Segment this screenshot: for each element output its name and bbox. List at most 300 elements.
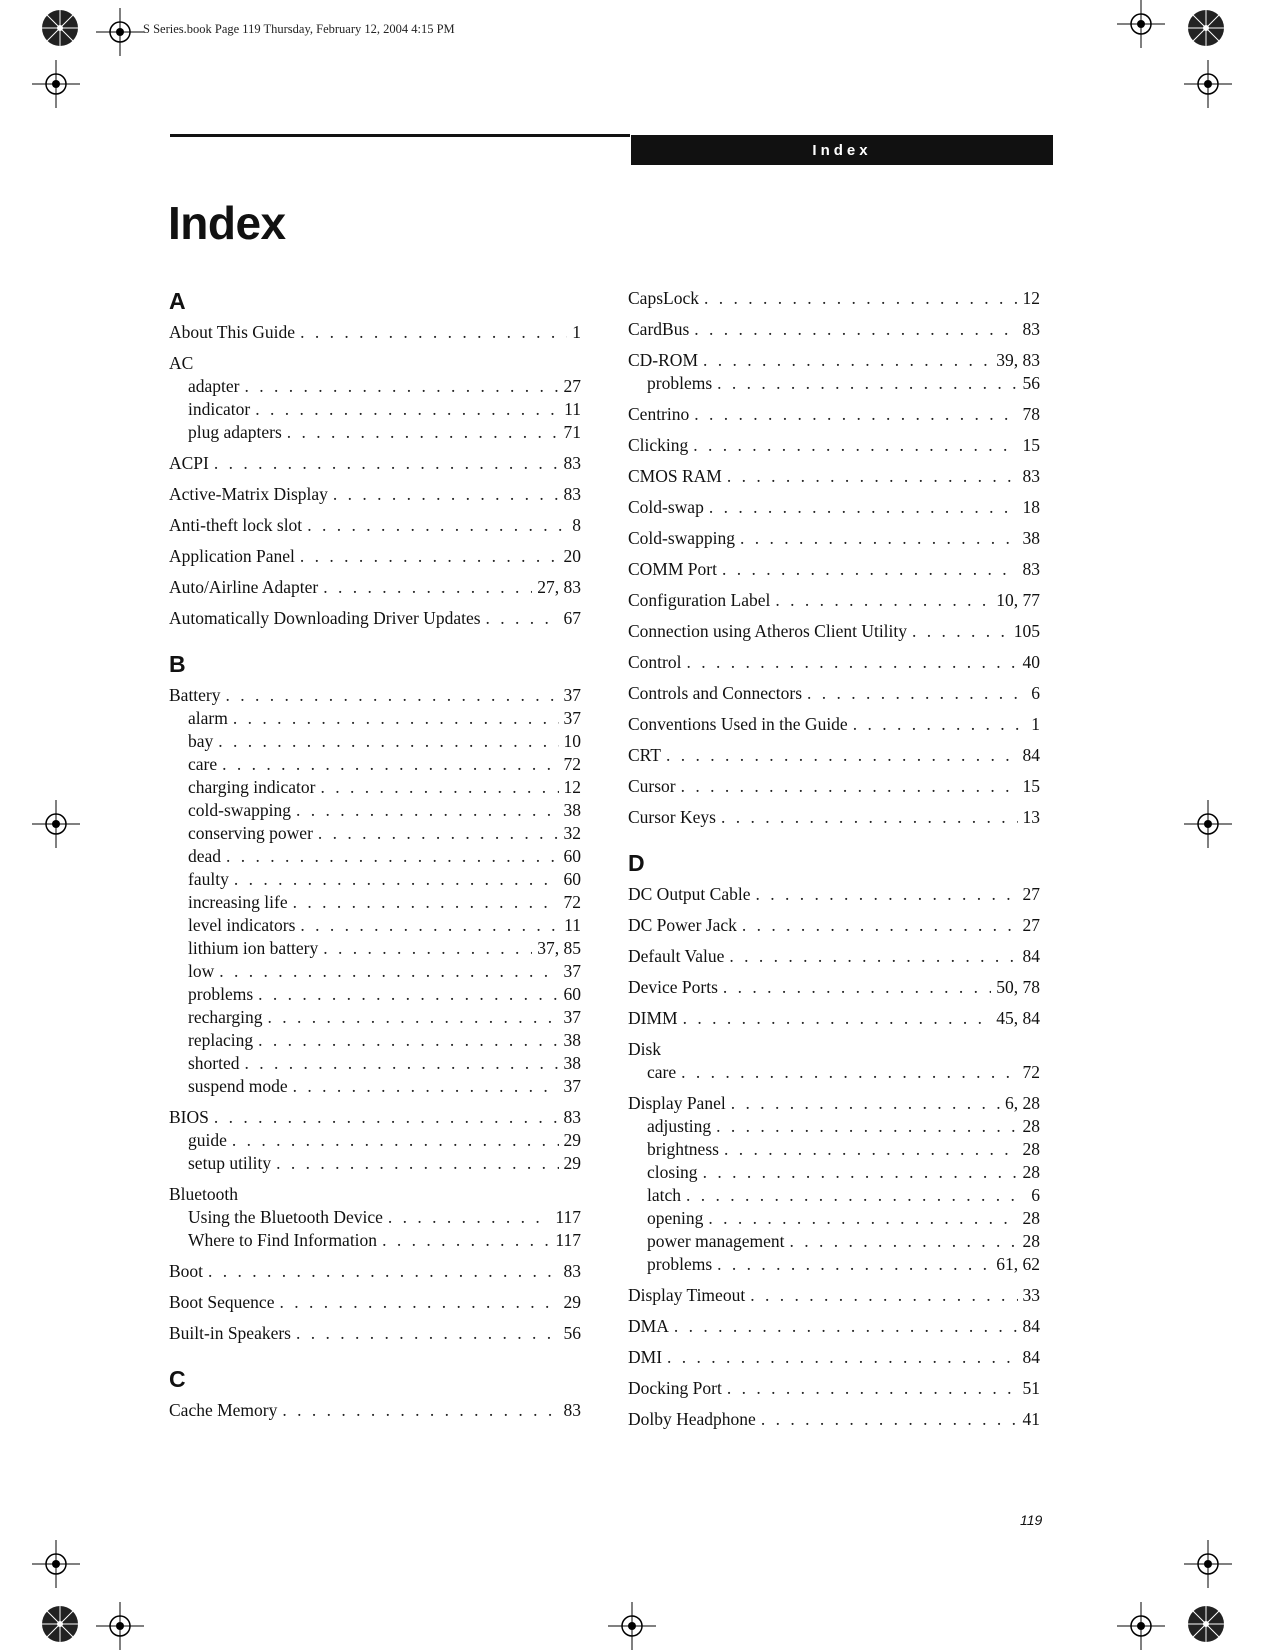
entry-term: Display Panel xyxy=(628,1093,726,1113)
index-subentry xyxy=(169,421,581,444)
leader-dots xyxy=(214,452,559,475)
entry-term: Conventions Used in the Guide xyxy=(628,714,848,734)
entry-pages: 60 xyxy=(563,846,581,866)
entry-pages: 45, 84 xyxy=(996,1008,1040,1028)
section-letter-b: B xyxy=(169,651,186,677)
entry-term: Connection using Atheros Client Utility xyxy=(628,621,908,641)
entry-pages: 20 xyxy=(563,546,581,566)
entry-term: low xyxy=(188,961,215,981)
leader-dots xyxy=(255,398,559,421)
starburst-mark-icon xyxy=(40,8,80,48)
entry-pages: 28 xyxy=(1022,1231,1040,1251)
entry-term: Boot Sequence xyxy=(169,1292,275,1312)
entry-pages: 83 xyxy=(563,1261,581,1281)
entry-pages: 117 xyxy=(555,1230,581,1250)
entry-pages: 83 xyxy=(563,1107,581,1127)
index-subentry xyxy=(169,1052,581,1075)
entry-pages: 13 xyxy=(1022,807,1040,827)
entry-term: Centrino xyxy=(628,404,690,424)
entry-pages: 83 xyxy=(563,453,581,473)
entry-term: setup utility xyxy=(188,1153,272,1173)
index-entry xyxy=(628,945,1040,968)
entry-term: faulty xyxy=(188,869,229,889)
index-entry xyxy=(169,576,581,599)
index-subentry xyxy=(169,1029,581,1052)
index-subentry xyxy=(169,1129,581,1152)
section-letter-c: C xyxy=(169,1366,186,1392)
index-subentry xyxy=(628,372,1040,395)
entry-term: charging indicator xyxy=(188,777,316,797)
header-tab: Index xyxy=(631,135,1053,165)
entry-pages: 38 xyxy=(563,1053,581,1073)
entry-pages: 29 xyxy=(563,1130,581,1150)
index-entry xyxy=(628,1346,1040,1369)
leader-dots xyxy=(219,960,558,983)
leader-dots xyxy=(807,682,1026,705)
entry-pages: 32 xyxy=(563,823,581,843)
leader-dots xyxy=(790,1230,1018,1253)
entry-term: problems xyxy=(647,373,713,393)
entry-term: Cursor Keys xyxy=(628,807,716,827)
leader-dots xyxy=(703,349,991,372)
index-entry xyxy=(628,976,1040,999)
entry-term: DMI xyxy=(628,1347,663,1367)
entry-pages: 38 xyxy=(563,1030,581,1050)
index-subentry xyxy=(169,707,581,730)
index-subentry xyxy=(628,1184,1040,1207)
index-entry xyxy=(628,914,1040,937)
entry-term: dead xyxy=(188,846,222,866)
entry-pages: 84 xyxy=(1022,946,1040,966)
leader-dots xyxy=(727,1377,1018,1400)
leader-dots xyxy=(681,1061,1017,1084)
index-subentry xyxy=(628,1207,1040,1230)
leader-dots xyxy=(258,983,558,1006)
leader-dots xyxy=(693,434,1017,457)
entry-pages: 15 xyxy=(1022,776,1040,796)
entry-term: DIMM xyxy=(628,1008,678,1028)
entry-term: DC Power Jack xyxy=(628,915,737,935)
index-entry xyxy=(628,682,1040,705)
entry-term: replacing xyxy=(188,1030,254,1050)
index-subentry xyxy=(169,398,581,421)
index-entry xyxy=(628,527,1040,550)
entry-pages: 40 xyxy=(1022,652,1040,672)
entry-term: Docking Port xyxy=(628,1378,722,1398)
leader-dots xyxy=(686,651,1017,674)
leader-dots xyxy=(683,1007,992,1030)
page-number: 119 xyxy=(1020,1512,1043,1528)
leader-dots xyxy=(729,945,1017,968)
index-entry xyxy=(628,1007,1040,1030)
entry-term: Where to Find Information xyxy=(188,1230,378,1250)
leader-dots xyxy=(853,713,1027,736)
leader-dots xyxy=(740,527,1018,550)
leader-dots xyxy=(307,514,567,537)
registration-mark-icon xyxy=(608,1602,656,1650)
leader-dots xyxy=(282,1399,558,1422)
leader-dots xyxy=(318,822,559,845)
entry-term: Disk xyxy=(628,1039,662,1059)
entry-pages: 1 xyxy=(1031,714,1040,734)
leader-dots xyxy=(222,753,558,776)
leader-dots xyxy=(694,318,1017,341)
entry-pages: 10 xyxy=(563,731,581,751)
leader-dots xyxy=(214,1106,559,1129)
index-entry xyxy=(628,620,1040,643)
index-entry xyxy=(628,287,1040,310)
index-entry xyxy=(628,775,1040,798)
entry-term: bay xyxy=(188,731,214,751)
leader-dots xyxy=(234,868,559,891)
entry-pages: 83 xyxy=(1022,319,1040,339)
entry-term: Anti-theft lock slot xyxy=(169,515,303,535)
index-entry xyxy=(169,1260,581,1283)
leader-dots xyxy=(694,403,1017,426)
index-entry xyxy=(169,1399,581,1422)
entry-term: CardBus xyxy=(628,319,690,339)
index-entry xyxy=(169,545,581,568)
entry-pages: 15 xyxy=(1022,435,1040,455)
entry-pages: 27 xyxy=(1022,915,1040,935)
index-entry xyxy=(628,403,1040,426)
index-subentry xyxy=(169,375,581,398)
leader-dots xyxy=(721,806,1018,829)
index-subentry xyxy=(628,1230,1040,1253)
index-entry xyxy=(169,483,581,506)
registration-mark-icon xyxy=(1117,0,1165,48)
leader-dots xyxy=(320,776,558,799)
entry-pages: 27 xyxy=(563,376,581,396)
entry-pages: 72 xyxy=(1022,1062,1040,1082)
entry-term: Boot xyxy=(169,1261,204,1281)
leader-dots xyxy=(775,589,991,612)
print-slug: S Series.book Page 119 Thursday, February 12, 2004 4:15 PM xyxy=(143,22,455,36)
index-entry xyxy=(628,1377,1040,1400)
index-entry xyxy=(169,1322,581,1345)
entry-pages: 11 xyxy=(564,399,581,419)
index-entry xyxy=(628,349,1040,372)
entry-term: Control xyxy=(628,652,682,672)
entry-term: Dolby Headphone xyxy=(628,1409,756,1429)
entry-term: level indicators xyxy=(188,915,296,935)
entry-pages: 28 xyxy=(1022,1208,1040,1228)
index-entry xyxy=(169,1291,581,1314)
entry-term: cold-swapping xyxy=(188,800,292,820)
entry-term: adjusting xyxy=(647,1116,712,1136)
section-letter-d: D xyxy=(628,850,645,876)
entry-term: Controls and Connectors xyxy=(628,683,803,703)
entry-term: Configuration Label xyxy=(628,590,771,610)
entry-term: Clicking xyxy=(628,435,689,455)
entry-term: adapter xyxy=(188,376,240,396)
index-entry xyxy=(169,607,581,630)
index-subentry xyxy=(169,1152,581,1175)
index-entry xyxy=(628,496,1040,519)
entry-pages: 10, 77 xyxy=(996,590,1040,610)
index-subentry xyxy=(169,1006,581,1029)
entry-pages: 29 xyxy=(563,1153,581,1173)
entry-pages: 105 xyxy=(1013,621,1040,641)
starburst-mark-icon xyxy=(1186,1604,1226,1644)
leader-dots xyxy=(704,287,1018,310)
entry-pages: 29 xyxy=(563,1292,581,1312)
entry-term: Cursor xyxy=(628,776,676,796)
registration-mark-icon xyxy=(32,1540,80,1588)
entry-pages: 56 xyxy=(1022,373,1040,393)
index-subentry xyxy=(169,1206,581,1229)
leader-dots xyxy=(724,1138,1018,1161)
entry-term: shorted xyxy=(188,1053,240,1073)
leader-dots xyxy=(300,321,567,344)
leader-dots xyxy=(727,465,1018,488)
entry-term: opening xyxy=(647,1208,704,1228)
entry-pages: 61, 62 xyxy=(996,1254,1040,1274)
registration-mark-icon xyxy=(96,8,144,56)
leader-dots xyxy=(667,1346,1017,1369)
index-subentry xyxy=(169,937,581,960)
entry-pages: 60 xyxy=(563,869,581,889)
entry-term: About This Guide xyxy=(169,322,296,342)
leader-dots xyxy=(674,1315,1018,1338)
index-subentry xyxy=(169,845,581,868)
leader-dots xyxy=(333,483,559,506)
index-entry xyxy=(628,1038,1040,1061)
entry-term: AC xyxy=(169,353,194,373)
registration-mark-icon xyxy=(1184,1540,1232,1588)
index-subentry xyxy=(169,960,581,983)
leader-dots xyxy=(300,545,559,568)
entry-term: Device Ports xyxy=(628,977,718,997)
index-entry xyxy=(628,1408,1040,1431)
entry-pages: 1 xyxy=(572,322,581,342)
leader-dots xyxy=(323,576,532,599)
entry-pages: 84 xyxy=(1022,745,1040,765)
registration-mark-icon xyxy=(96,1602,144,1650)
index-entry xyxy=(628,806,1040,829)
entry-term: latch xyxy=(647,1185,682,1205)
leader-dots xyxy=(258,1029,558,1052)
entry-pages: 84 xyxy=(1022,1347,1040,1367)
index-subentry xyxy=(628,1115,1040,1138)
entry-pages: 28 xyxy=(1022,1139,1040,1159)
index-subentry xyxy=(169,891,581,914)
entry-term: Application Panel xyxy=(169,546,295,566)
page-title: Index xyxy=(168,197,286,249)
index-entry xyxy=(169,514,581,537)
entry-pages: 28 xyxy=(1022,1162,1040,1182)
index-entry xyxy=(628,883,1040,906)
leader-dots xyxy=(245,375,559,398)
index-subentry xyxy=(169,753,581,776)
entry-pages: 60 xyxy=(563,984,581,1004)
entry-term: increasing life xyxy=(188,892,288,912)
entry-term: conserving power xyxy=(188,823,313,843)
index-subentry xyxy=(169,730,581,753)
leader-dots xyxy=(750,1284,1017,1307)
registration-mark-icon xyxy=(32,800,80,848)
entry-pages: 41 xyxy=(1022,1409,1040,1429)
leader-dots xyxy=(912,620,1009,643)
entry-pages: 38 xyxy=(563,800,581,820)
entry-term: care xyxy=(188,754,218,774)
index-entry xyxy=(628,558,1040,581)
entry-term: closing xyxy=(647,1162,698,1182)
leader-dots xyxy=(293,891,559,914)
leader-dots xyxy=(300,914,559,937)
index-entry xyxy=(169,1106,581,1129)
entry-pages: 78 xyxy=(1022,404,1040,424)
entry-pages: 37 xyxy=(563,685,581,705)
registration-mark-icon xyxy=(32,60,80,108)
index-subentry xyxy=(169,1229,581,1252)
entry-pages: 72 xyxy=(563,754,581,774)
entry-term: problems xyxy=(188,984,254,1004)
entry-pages: 84 xyxy=(1022,1316,1040,1336)
leader-dots xyxy=(717,372,1017,395)
leader-dots xyxy=(218,730,558,753)
leader-dots xyxy=(681,775,1018,798)
starburst-mark-icon xyxy=(40,1604,80,1644)
entry-pages: 33 xyxy=(1022,1285,1040,1305)
entry-pages: 37 xyxy=(563,708,581,728)
entry-term: ACPI xyxy=(169,453,209,473)
index-subentry xyxy=(169,1075,581,1098)
entry-term: problems xyxy=(647,1254,713,1274)
entry-pages: 39, 83 xyxy=(996,350,1040,370)
entry-term: COMM Port xyxy=(628,559,717,579)
entry-term: guide xyxy=(188,1130,227,1150)
entry-pages: 56 xyxy=(563,1323,581,1343)
entry-pages: 83 xyxy=(563,484,581,504)
leader-dots xyxy=(233,707,559,730)
index-entry xyxy=(169,684,581,707)
entry-term: Cold-swap xyxy=(628,497,704,517)
entry-term: power management xyxy=(647,1231,785,1251)
leader-dots xyxy=(722,558,1018,581)
index-entry xyxy=(169,352,581,375)
index-subentry xyxy=(169,983,581,1006)
entry-term: DC Output Cable xyxy=(628,884,751,904)
entry-term: Cold-swapping xyxy=(628,528,735,548)
index-subentry xyxy=(169,868,581,891)
leader-dots xyxy=(717,1253,991,1276)
starburst-mark-icon xyxy=(1186,8,1226,48)
entry-term: CMOS RAM xyxy=(628,466,722,486)
index-entry xyxy=(628,465,1040,488)
leader-dots xyxy=(742,914,1018,937)
header-rule xyxy=(170,134,630,137)
entry-term: care xyxy=(647,1062,677,1082)
leader-dots xyxy=(323,937,532,960)
leader-dots xyxy=(666,744,1018,767)
index-subentry xyxy=(169,914,581,937)
leader-dots xyxy=(756,883,1018,906)
index-entry xyxy=(628,651,1040,674)
index-subentry xyxy=(169,776,581,799)
leader-dots xyxy=(296,799,558,822)
entry-pages: 18 xyxy=(1022,497,1040,517)
leader-dots xyxy=(703,1161,1018,1184)
index-subentry xyxy=(628,1161,1040,1184)
leader-dots xyxy=(686,1184,1026,1207)
entry-term: Using the Bluetooth Device xyxy=(188,1207,383,1227)
entry-term: Cache Memory xyxy=(169,1400,278,1420)
index-entry xyxy=(628,1315,1040,1338)
entry-term: Bluetooth xyxy=(169,1184,239,1204)
entry-pages: 6 xyxy=(1031,683,1040,703)
index-entry xyxy=(628,589,1040,612)
entry-pages: 27 xyxy=(1022,884,1040,904)
registration-mark-icon xyxy=(1184,800,1232,848)
entry-term: brightness xyxy=(647,1139,719,1159)
entry-term: plug adapters xyxy=(188,422,282,442)
entry-term: DMA xyxy=(628,1316,669,1336)
entry-term: Auto/Airline Adapter xyxy=(169,577,319,597)
entry-pages: 12 xyxy=(1022,288,1040,308)
entry-pages: 37 xyxy=(563,961,581,981)
index-subentry xyxy=(628,1138,1040,1161)
index-column-right xyxy=(628,287,1040,1431)
index-column-left xyxy=(169,287,581,1422)
section-letter-a: A xyxy=(169,288,186,314)
entry-pages: 28 xyxy=(1022,1116,1040,1136)
entry-pages: 37 xyxy=(563,1007,581,1027)
leader-dots xyxy=(226,845,558,868)
entry-pages: 83 xyxy=(1022,559,1040,579)
entry-term: indicator xyxy=(188,399,251,419)
index-entry xyxy=(169,321,581,344)
index-entry xyxy=(169,1183,581,1206)
leader-dots xyxy=(293,1075,559,1098)
entry-term: Default Value xyxy=(628,946,725,966)
entry-term: CD-ROM xyxy=(628,350,699,370)
entry-term: alarm xyxy=(188,708,228,728)
index-entry xyxy=(628,1092,1040,1115)
leader-dots xyxy=(761,1408,1018,1431)
entry-term: BIOS xyxy=(169,1107,209,1127)
entry-pages: 6 xyxy=(1031,1185,1040,1205)
index-entry xyxy=(628,434,1040,457)
leader-dots xyxy=(708,1207,1017,1230)
entry-term: lithium ion battery xyxy=(188,938,319,958)
entry-term: Automatically Downloading Driver Updates xyxy=(169,608,481,628)
entry-pages: 27, 83 xyxy=(537,577,581,597)
entry-pages: 71 xyxy=(563,422,581,442)
entry-pages: 50, 78 xyxy=(996,977,1040,997)
index-subentry xyxy=(628,1061,1040,1084)
leader-dots xyxy=(296,1322,559,1345)
leader-dots xyxy=(279,1291,558,1314)
entry-pages: 117 xyxy=(555,1207,581,1227)
index-subentry xyxy=(169,799,581,822)
index-entry xyxy=(628,744,1040,767)
entry-pages: 12 xyxy=(563,777,581,797)
index-subentry xyxy=(628,1253,1040,1276)
entry-term: Active-Matrix Display xyxy=(169,484,328,504)
leader-dots xyxy=(245,1052,559,1075)
entry-term: suspend mode xyxy=(188,1076,288,1096)
entry-term: Built-in Speakers xyxy=(169,1323,291,1343)
index-entry xyxy=(628,713,1040,736)
entry-pages: 6, 28 xyxy=(1005,1093,1040,1113)
leader-dots xyxy=(268,1006,559,1029)
leader-dots xyxy=(232,1129,559,1152)
entry-pages: 67 xyxy=(563,608,581,628)
entry-pages: 37, 85 xyxy=(537,938,581,958)
entry-pages: 8 xyxy=(572,515,581,535)
entry-pages: 11 xyxy=(564,915,581,935)
